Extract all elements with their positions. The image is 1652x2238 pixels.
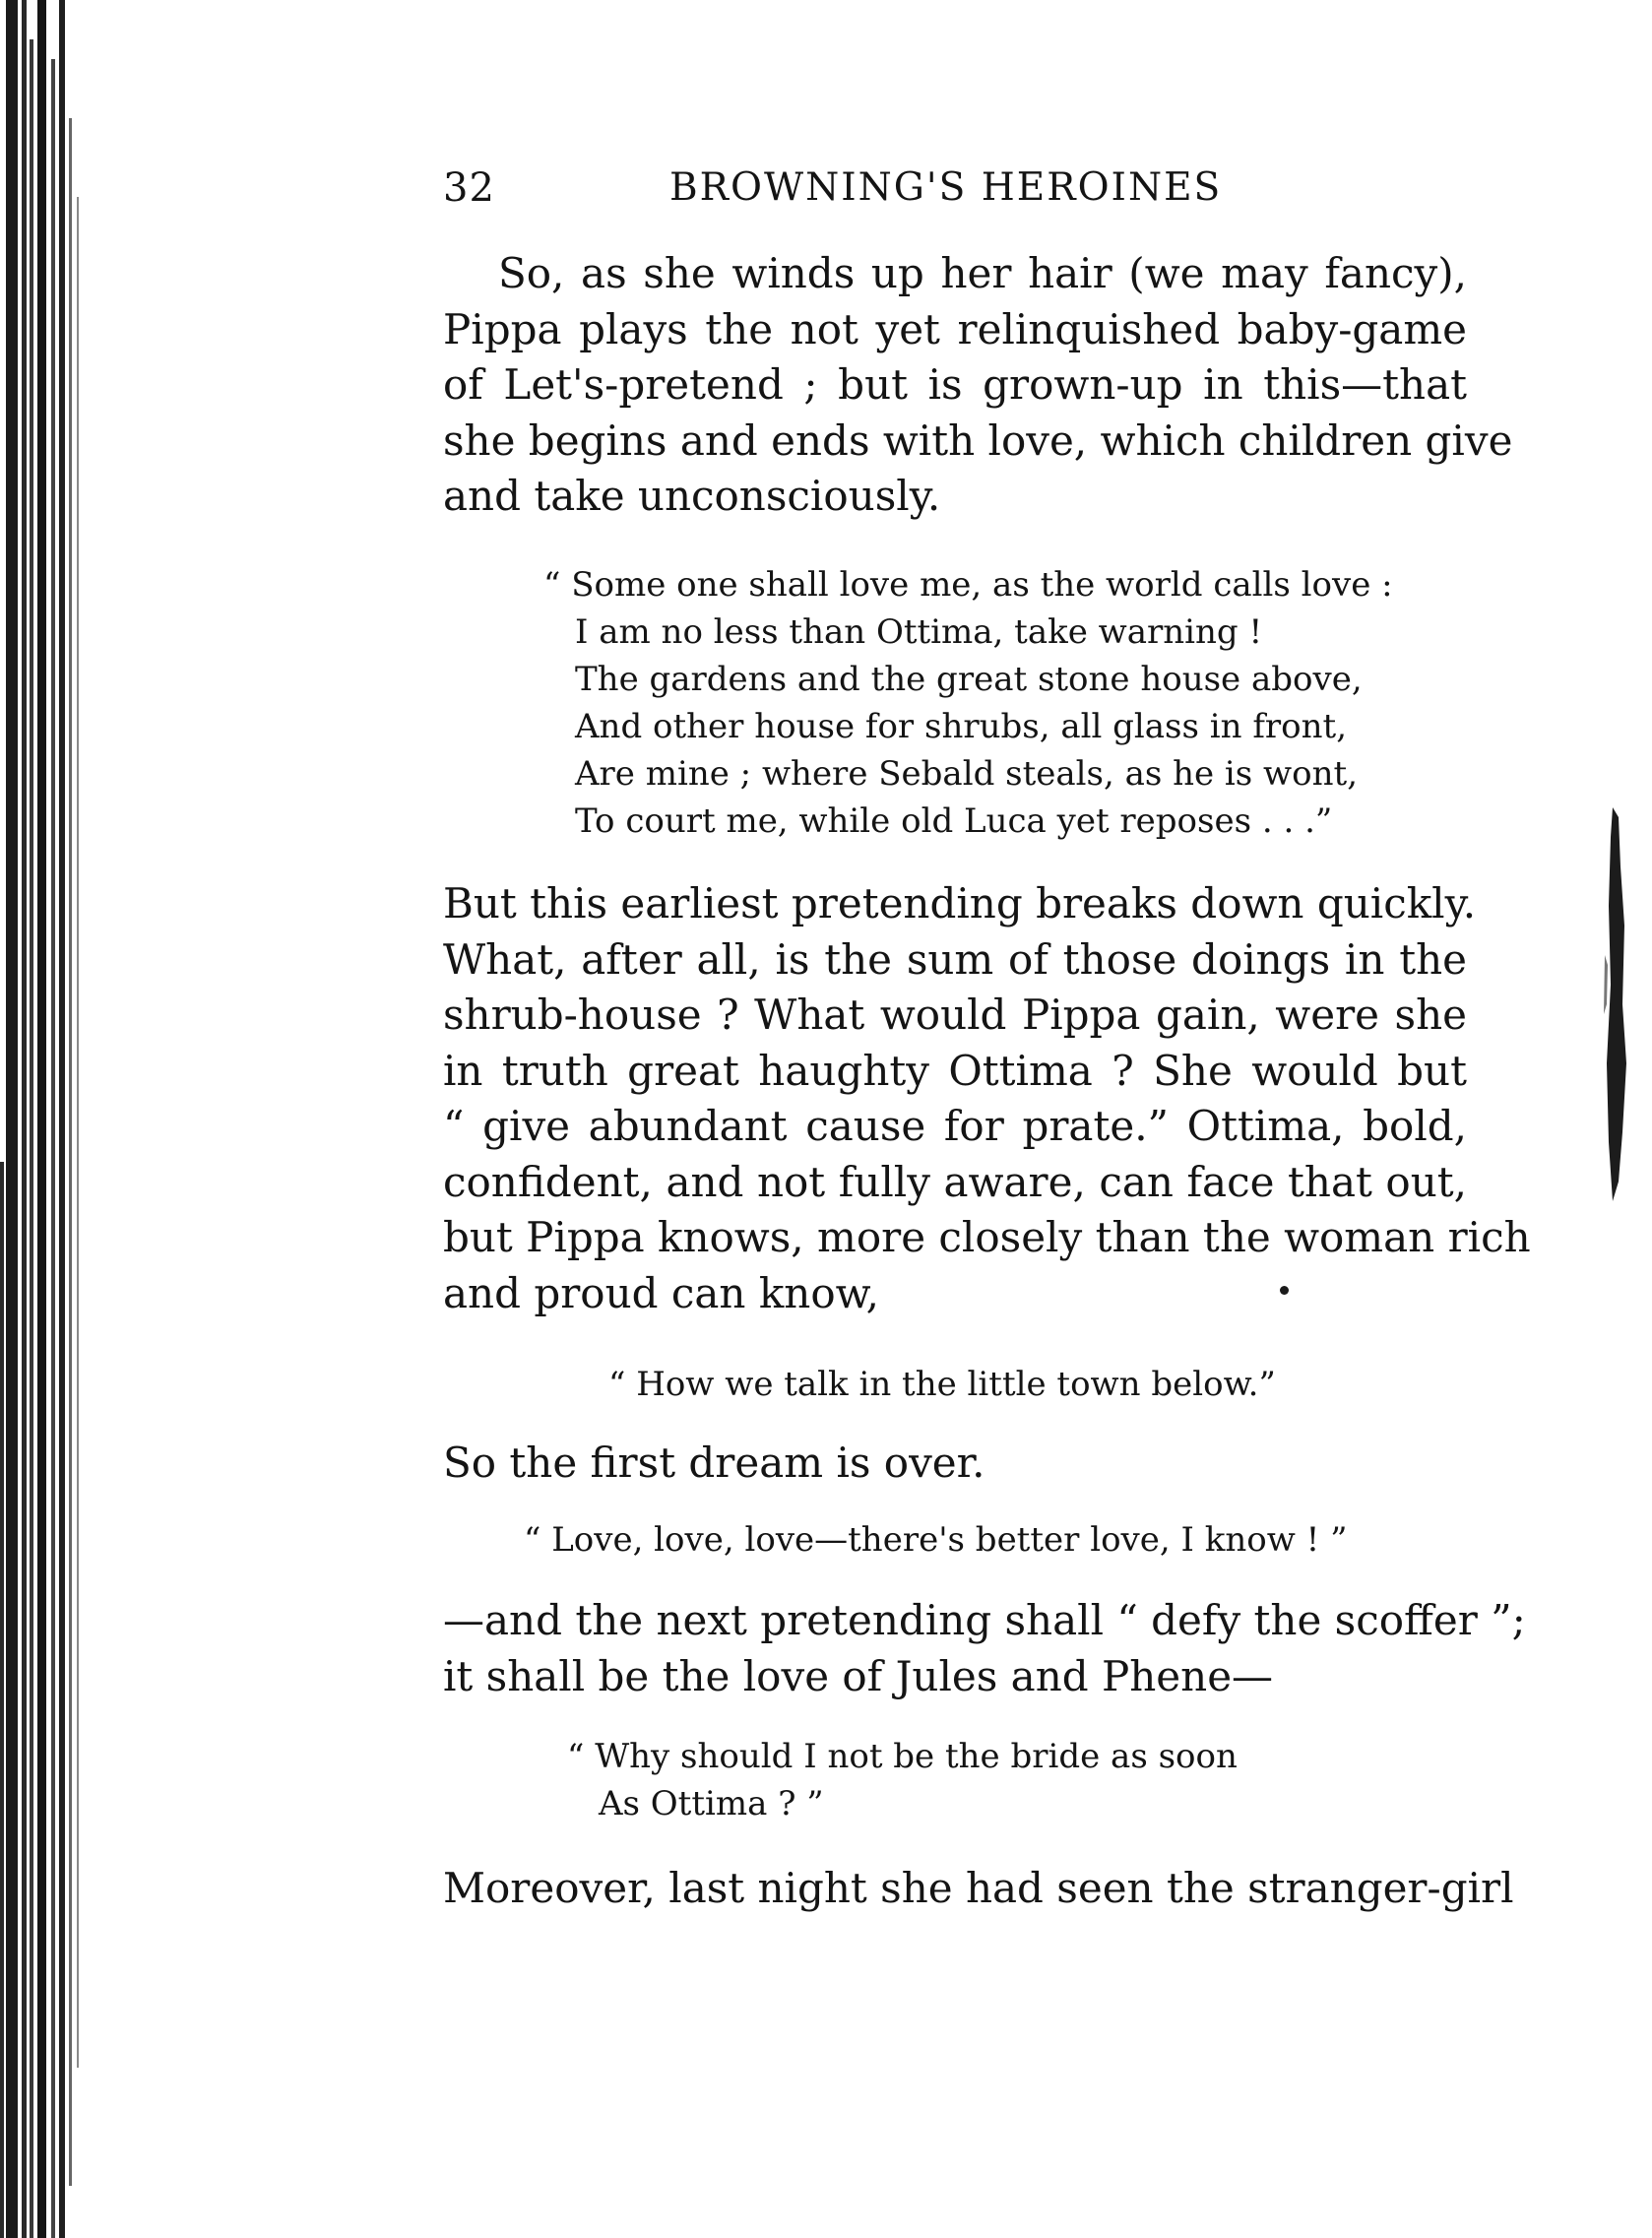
quotation-2 <box>608 1361 1276 1408</box>
text-line: she begins and ends with love, which children give <box>443 416 1513 465</box>
verse-line: And other house for shrubs, all glass in front, <box>575 707 1348 746</box>
verse-line: “ How we talk in the little town below.” <box>608 1365 1276 1404</box>
verse-line: Are mine ; where Sebald steals, as he is wont, <box>575 754 1358 794</box>
quotation-4 <box>567 1733 1238 1827</box>
text-line: What, after all, is the sum of those doings in the <box>443 934 1467 984</box>
page-header <box>443 165 1467 224</box>
verse-line: “ Why should I not be the bride as soon <box>567 1737 1238 1776</box>
text-line: So the first dream is over. <box>443 1439 985 1487</box>
paragraph-5 <box>443 1861 1514 1917</box>
text-line: and take unconsciously. <box>443 472 941 520</box>
text-line: but Pippa knows, more closely than the woman rich <box>443 1213 1531 1261</box>
text-line: But this earliest pretending breaks down quickly. <box>443 879 1477 927</box>
scan-edge-mark <box>1603 807 1628 1201</box>
stray-ink-dot <box>1280 1286 1289 1295</box>
verse-line: “ Love, love, love—there's better love, I know ! ” <box>524 1520 1348 1560</box>
page-number: 32 <box>443 165 495 211</box>
text-line: shrub-house ? What would Pippa gain, were she <box>443 991 1467 1039</box>
paragraph-3 <box>443 1436 1467 1492</box>
text-line: Pippa plays the not yet relinquished baby-game <box>443 304 1467 353</box>
verse-line: “ Some one shall love me, as the world calls love : <box>543 565 1393 605</box>
text-line: —and the next pretending shall “ defy the scoffer ”; <box>443 1596 1526 1644</box>
text-line: in truth great haughty Ottima ? She would but <box>443 1046 1467 1095</box>
text-line: “ give abundant cause for prate.” Ottima, bold, <box>443 1102 1467 1150</box>
paragraph-1 <box>443 246 1513 525</box>
text-line: Moreover, last night she had seen the stranger-girl <box>443 1864 1514 1912</box>
verse-line: As Ottima ? ” <box>599 1784 824 1823</box>
quotation-1 <box>543 561 1393 845</box>
text-line: of Let's-pretend ; but is grown-up in this—that <box>443 360 1467 409</box>
paragraph-2 <box>443 876 1531 1321</box>
binding-shadow <box>0 0 98 2238</box>
running-title: BROWNING'S HEROINES <box>669 165 1223 210</box>
verse-line: I am no less than Ottima, take warning ! <box>575 612 1263 652</box>
text-line: confident, and not fully aware, can face that out, <box>443 1157 1467 1206</box>
verse-line: To court me, while old Luca yet reposes . . .” <box>575 801 1333 841</box>
text-line: So, as she winds up her hair (we may fancy), <box>498 249 1467 297</box>
text-line: it shall be the love of Jules and Phene— <box>443 1651 1274 1700</box>
quotation-3 <box>524 1516 1347 1564</box>
verse-line: The gardens and the great stone house above, <box>575 660 1363 699</box>
paragraph-4 <box>443 1593 1526 1704</box>
book-page <box>433 0 1531 2238</box>
text-line: and proud can know, <box>443 1268 879 1317</box>
